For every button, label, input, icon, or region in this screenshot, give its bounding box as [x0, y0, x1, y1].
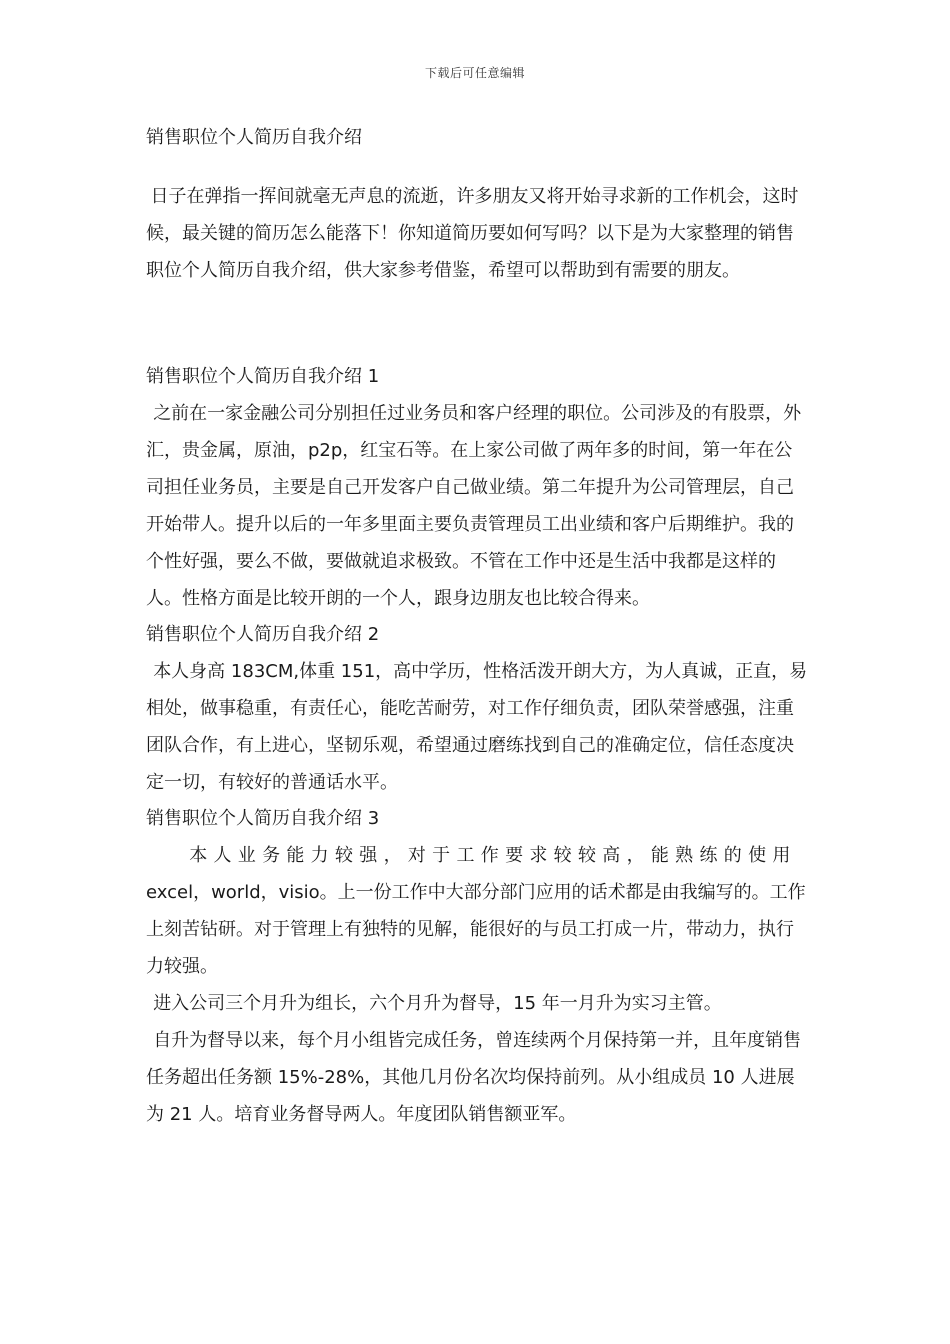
section-3-paragraph-2: 进入公司三个月升为组长，六个月升为督导，15 年一月升为实习主管。: [153, 993, 722, 1014]
section-3-first-line: 本人业务能力较强，对于工作要求较较高，能熟练的使用: [189, 845, 797, 866]
section-3-paragraph-3: 自升为督导以来，每个月小组皆完成任务，曾连续两个月保持第一并，且年度销售任务超出任务额 15%-28%，其他几月份名次均保持前列。从小组成员 10 人进展为 21 人。培育业务督导两人。年度团队销售额亚军。: [146, 1030, 802, 1125]
section-heading-3: 销售职位个人简历自我介绍 3: [146, 808, 380, 829]
section-1-paragraph: 之前在一家金融公司分别担任过业务员和客户经理的职位。公司涉及的有股票，外汇，贵金属，原油，p2p，红宝石等。在上家公司做了两年多的时间，第一年在公司担任业务员，主要是自己开发客户自己做业绩。第二年提升为公司管理层，自己开始带人。提升以后的一年多里面主要负责管理员工出业绩和客户后期维护。我的个性好强，要么不做，要做就追求极致。不管在工作中还是生活中我都是这样的人。性格方面是比较开朗的一个人，跟身边朋友也比较合得来。: [146, 403, 802, 609]
page-header: 下载后可任意编辑: [424, 66, 525, 80]
section-heading-1: 销售职位个人简历自我介绍 1: [146, 366, 380, 387]
document-title: 销售职位个人简历自我介绍: [146, 127, 362, 148]
intro-paragraph: 日子在弹指一挥间就毫无声息的流逝，许多朋友又将开始寻求新的工作机会，这时候，最关键的简历怎么能落下！你知道简历要如何写吗？以下是为大家整理的销售职位个人简历自我介绍，供大家参考借鉴，希望可以帮助到有需要的朋友。: [146, 186, 799, 281]
document-body: [146, 120, 810, 1133]
section-3-first-paragraph-rest: excel，world，visio。上一份工作中大部分部门应用的话术都是由我编写的。工作上刻苦钻研。对于管理上有独特的见解，能很好的与员工打成一片，带动力，执行力较强。: [146, 882, 806, 977]
section-2-paragraph: 本人身高 183CM,体重 151，高中学历，性格活泼开朗大方，为人真诚，正直，易相处，做事稳重，有责任心，能吃苦耐劳，对工作仔细负责，团队荣誉感强，注重团队合作，有上进心，坚韧乐观，希望通过磨练找到自己的准确定位，信任态度决定一切，有较好的普通话水平。: [146, 661, 808, 793]
section-heading-2: 销售职位个人简历自我介绍 2: [146, 624, 380, 645]
